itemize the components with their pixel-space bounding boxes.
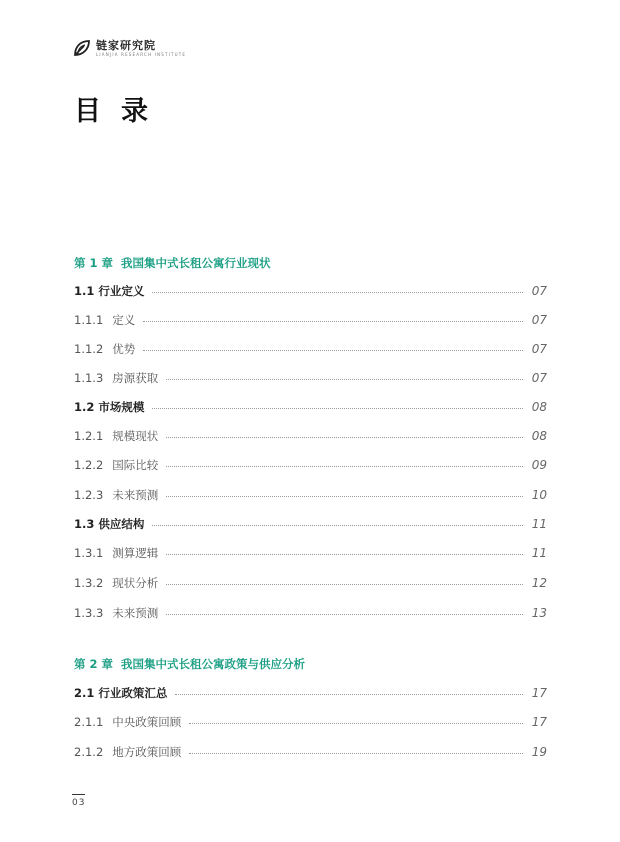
dot-leader [166,379,523,380]
entry-number: 1.3 [74,517,95,531]
entry-number: 1.2 [74,400,95,414]
logo-subtitle: LIANJIA RESEARCH INSTITUTE [96,51,187,57]
dot-leader [152,408,523,409]
dot-leader [166,466,523,467]
toc-subsection-entry[interactable] [74,575,547,591]
dot-leader [189,753,523,754]
entry-number: 2.1.2 [74,745,104,759]
entry-title: 未来预测 [112,606,159,620]
entry-number: 1.2.1 [74,429,104,443]
entry-title: 优势 [112,342,136,356]
entry-page-number: 11 [531,517,547,531]
entry-page-number: 08 [531,400,547,414]
dot-leader [152,292,523,293]
chapter-heading[interactable] [74,657,305,671]
entry-number: 1.3.3 [74,606,104,620]
entry-title: 行业政策汇总 [98,686,168,700]
toc-section-entry[interactable] [74,685,547,701]
entry-title: 市场规模 [98,400,145,414]
entry-page-number: 17 [531,715,547,729]
chapter-number: 第 2 章 [74,657,114,671]
entry-number: 1.2.3 [74,488,104,502]
toc-subsection-entry[interactable] [74,714,547,730]
entry-title: 现状分析 [112,576,159,590]
dot-leader [166,496,523,497]
chapter-title: 我国集中式长租公寓政策与供应分析 [121,657,306,671]
chapter-number: 第 1 章 [74,256,114,270]
toc-section-entry[interactable] [74,283,547,299]
entry-title: 地方政策回顾 [112,745,182,759]
entry-page-number: 07 [531,284,547,298]
entry-page-number: 19 [531,745,547,759]
entry-title: 中央政策回顾 [112,715,182,729]
toc-subsection-entry[interactable] [74,341,547,357]
page-footer [72,794,85,808]
entry-number: 1.3.2 [74,576,104,590]
entry-number: 1.2.2 [74,458,104,472]
entry-page-number: 08 [531,429,547,443]
toc-section-entry[interactable] [74,516,547,532]
entry-page-number: 11 [531,546,547,560]
entry-title: 规模现状 [112,429,159,443]
entry-title: 定义 [112,313,136,327]
entry-page-number: 10 [531,488,547,502]
entry-title: 未来预测 [112,488,159,502]
entry-number: 2.1.1 [74,715,104,729]
entry-title: 测算逻辑 [112,546,159,560]
logo-name: 链家研究院 [96,38,156,52]
dot-leader [166,584,523,585]
entry-title: 行业定义 [98,284,145,298]
dot-leader [189,723,523,724]
entry-number: 1.1 [74,284,95,298]
page-title: 目录 [74,96,168,127]
page-number: 03 [72,798,86,808]
dot-leader [166,614,523,615]
dot-leader [143,321,523,322]
dot-leader [175,694,523,695]
toc-subsection-entry[interactable] [74,312,547,328]
dot-leader [166,437,523,438]
table-of-contents [74,0,547,842]
entry-title: 房源获取 [112,371,159,385]
dot-leader [166,554,523,555]
entry-title: 国际比较 [112,458,159,472]
dot-leader [143,350,523,351]
entry-number: 1.1.2 [74,342,104,356]
toc-subsection-entry[interactable] [74,744,547,760]
entry-page-number: 17 [531,686,547,700]
entry-number: 2.1 [74,686,95,700]
chapter-title: 我国集中式长租公寓行业现状 [121,256,271,270]
entry-page-number: 07 [531,313,547,327]
toc-subsection-entry[interactable] [74,370,547,386]
entry-page-number: 09 [531,458,547,472]
toc-section-entry[interactable] [74,399,547,415]
entry-page-number: 07 [531,371,547,385]
entry-title: 供应结构 [98,517,145,531]
entry-page-number: 12 [531,576,547,590]
toc-subsection-entry[interactable] [74,428,547,444]
dot-leader [152,525,523,526]
toc-subsection-entry[interactable] [74,487,547,503]
entry-number: 1.1.1 [74,313,104,327]
entry-number: 1.1.3 [74,371,104,385]
entry-page-number: 07 [531,342,547,356]
toc-subsection-entry[interactable] [74,545,547,561]
chapter-heading[interactable] [74,256,271,270]
entry-number: 1.3.1 [74,546,104,560]
entry-page-number: 13 [531,606,547,620]
toc-subsection-entry[interactable] [74,605,547,621]
footer-rule [72,794,85,795]
toc-subsection-entry[interactable] [74,457,547,473]
